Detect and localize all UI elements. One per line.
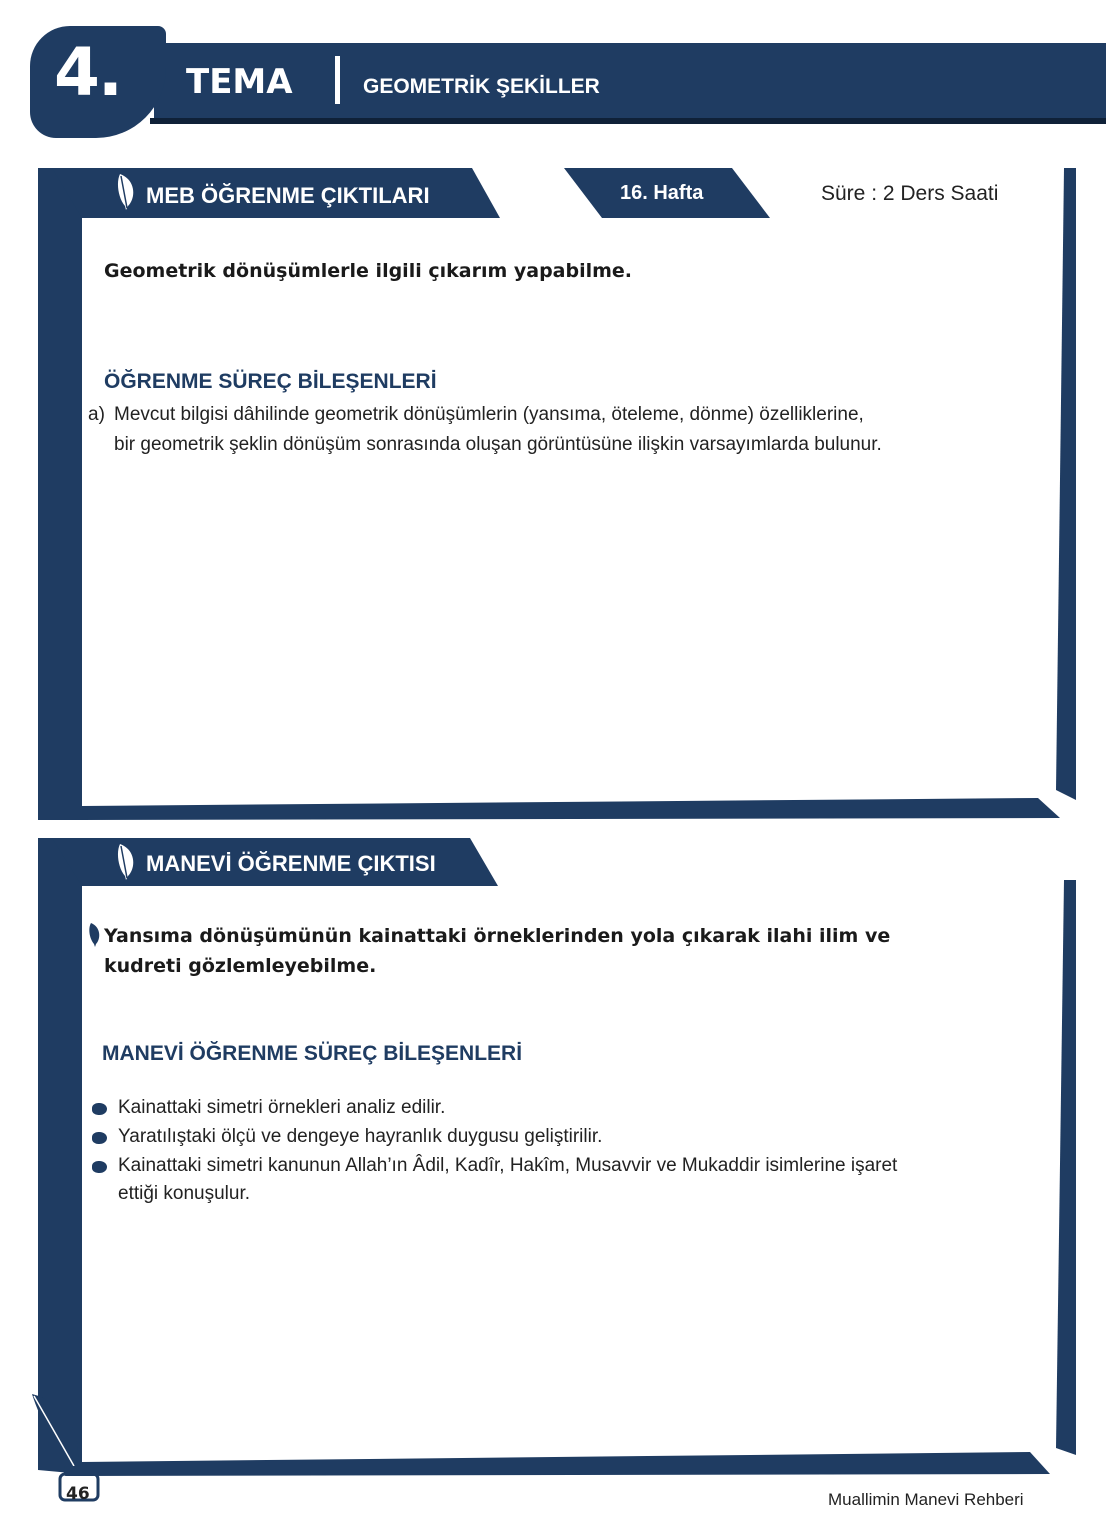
process-item-line2: bir geometrik şeklin dönüşüm sonrasında oluşan görüntüsüne ilişkin varsayımlarda bulunur. — [114, 434, 882, 455]
theme-label: TEMA — [186, 62, 293, 102]
manevi-process-heading: MANEVİ ÖĞRENME SÜREÇ BİLEŞENLERİ — [102, 1042, 523, 1065]
bullet-icon — [92, 1132, 107, 1144]
manevi-bullet-1: Kainattaki simetri örnekleri analiz edilir. — [118, 1097, 446, 1118]
process-heading: ÖĞRENME SÜREÇ BİLEŞENLERİ — [104, 370, 437, 393]
bullet-icon — [92, 1161, 107, 1173]
book-title: Muallimin Manevi Rehberi — [828, 1490, 1024, 1509]
quill-inkwell-icon — [24, 1388, 104, 1508]
theme-title: GEOMETRİK ŞEKİLLER — [363, 75, 600, 98]
feather-icon — [116, 172, 140, 212]
week-label: 16. Hafta — [620, 182, 704, 204]
theme-number: 4. — [54, 34, 121, 111]
manevi-outcome-line2: kudreti gözlemleyebilme. — [104, 955, 377, 977]
bullet-icon — [92, 1103, 107, 1115]
manevi-bullet-2: Yaratılıştaki ölçü ve dengeye hayranlık duygusu geliştirilir. — [118, 1126, 603, 1147]
manevi-tab-label: MANEVİ ÖĞRENME ÇIKTISI — [146, 851, 436, 876]
page-number: 46 — [66, 1484, 90, 1504]
manevi-outcome-line1: Yansıma dönüşümünün kainattaki örneklerinden yola çıkarak ilahi ilim ve — [104, 925, 891, 947]
feather-icon — [88, 922, 104, 948]
feather-icon — [116, 842, 140, 882]
manevi-bullet-3-cont: ettiği konuşulur. — [118, 1183, 251, 1204]
meb-outcome: Geometrik dönüşümlerle ilgili çıkarım yapabilme. — [104, 260, 633, 282]
manevi-bullet-3: Kainattaki simetri kanunun Allah’ın Âdil, Kadîr, Hakîm, Musavvir ve Mukaddir isimlerine işaret — [118, 1155, 898, 1176]
process-item-line1: Mevcut bilgisi dâhilinde geometrik dönüşümlerin (yansıma, öteleme, dönme) özelliklerine, — [114, 404, 864, 425]
process-item-marker: a) — [88, 404, 105, 425]
meb-tab-label: MEB ÖĞRENME ÇIKTILARI — [146, 183, 430, 208]
duration-label: Süre : 2 Ders Saati — [821, 182, 999, 205]
